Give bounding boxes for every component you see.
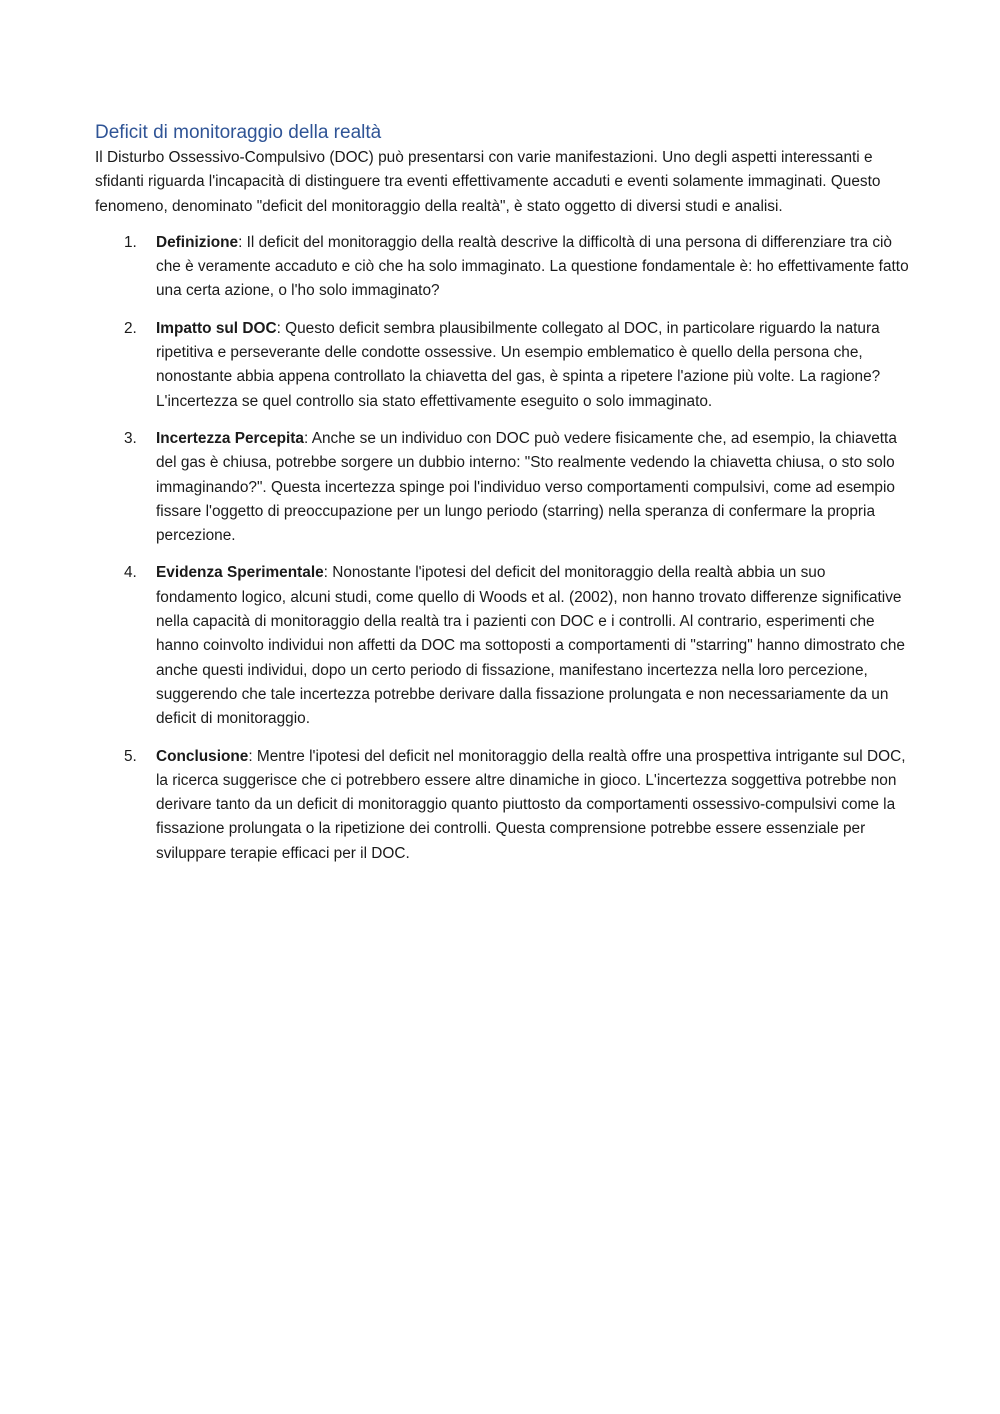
- list-item-number: 1.: [124, 233, 137, 251]
- list-item-text: : Il deficit del monitoraggio della realtà descrive la difficoltà di una persona di differenziare tra ciò che è veramente accaduto e ciò che ha solo immaginato. La questione fondamentale è: ho effettivamente fatto una certa azione, o l'ho solo immaginato?: [156, 233, 909, 300]
- list-item-term: Definizione: [156, 233, 239, 251]
- list-item-term: Conclusione: [156, 747, 249, 765]
- list-item-term: Impatto sul DOC: [156, 319, 277, 337]
- list-item-incertezza: [95, 427, 910, 548]
- list-item-impatto: [95, 317, 910, 414]
- section-heading: Deficit di monitoraggio della realtà: [95, 122, 382, 143]
- list-item-text: : Mentre l'ipotesi del deficit nel monitoraggio della realtà offre una prospettiva intrigante sul DOC, la ricerca suggerisce che ci potrebbero essere altre dinamiche in gioco. L'incertezza soggettiva potrebbe non derivare tanto da un deficit di monitoraggio quanto piuttosto da comportamenti ossessivo-compulsivi come la fissazione prolungata o la ripetizione dei controlli. Questa comprensione potrebbe essere essenziale per sviluppare terapie efficaci per il DOC.: [156, 747, 906, 862]
- list-item-text: : Nonostante l'ipotesi del deficit del monitoraggio della realtà abbia un suo fondamento logico, alcuni studi, come quello di Woods et al. (2002), non hanno trovato differenze significative nella capacità di monitoraggio della realtà tra i pazienti con DOC e i controlli. Al contrario, esperimenti che hanno coinvolto individui non affetti da DOC ma sottoposti a comportamenti di "starring" hanno dimostrato che anche questi individui, dopo un certo periodo di fissazione, manifestano incertezza nella loro percezione, suggerendo che tale incertezza potrebbe derivare dalla fissazione prolungata e non necessariamente da un deficit di monitoraggio.: [156, 564, 905, 728]
- intro-paragraph: Il Disturbo Ossessivo-Compulsivo (DOC) può presentarsi con varie manifestazioni. Uno degli aspetti interessanti e sfidanti riguarda l'incapacità di distinguere tra eventi effettivamente accaduti e eventi solamente immaginati. Questo fenomeno, denominato "deficit del monitoraggio della realtà", è stato oggetto di diversi studi e analisi.: [95, 149, 881, 215]
- list-item-number: 4.: [124, 564, 137, 582]
- list-item-definizione: [95, 231, 910, 304]
- list-item-text: : Questo deficit sembra plausibilmente collegato al DOC, in particolare riguardo la natura ripetitiva e perseverante delle condotte ossessive. Un esempio emblematico è quello della persona che, nonostante abbia appena controllato la chiavetta del gas, è spinta a ripetere l'azione più volte. La ragione? L'incertezza se quel controllo sia stato effettivamente eseguito o solo immaginato.: [156, 319, 881, 410]
- list-item-text: : Anche se un individuo con DOC può vedere fisicamente che, ad esempio, la chiavetta del gas è chiusa, potrebbe sorgere un dubbio interno: "Sto realmente vedendo la chiavetta chiusa, o sto solo immaginando?". Questa incertezza spinge poi l'individuo verso comportamenti compulsivi, come ad esempio fissare l'oggetto di preoccupazione per un lungo periodo (starring) nella speranza di confermare la propria percezione.: [156, 429, 897, 545]
- list-item-number: 5.: [124, 747, 137, 765]
- list-item-conclusione: [95, 745, 910, 866]
- document-content: [95, 120, 910, 879]
- list-item-number: 2.: [124, 319, 137, 337]
- list-item-number: 3.: [124, 429, 137, 447]
- list-item-evidenza: [95, 561, 910, 731]
- numbered-list: [95, 231, 910, 866]
- list-item-term: Incertezza Percepita: [156, 429, 304, 447]
- list-item-term: Evidenza Sperimentale: [156, 564, 324, 582]
